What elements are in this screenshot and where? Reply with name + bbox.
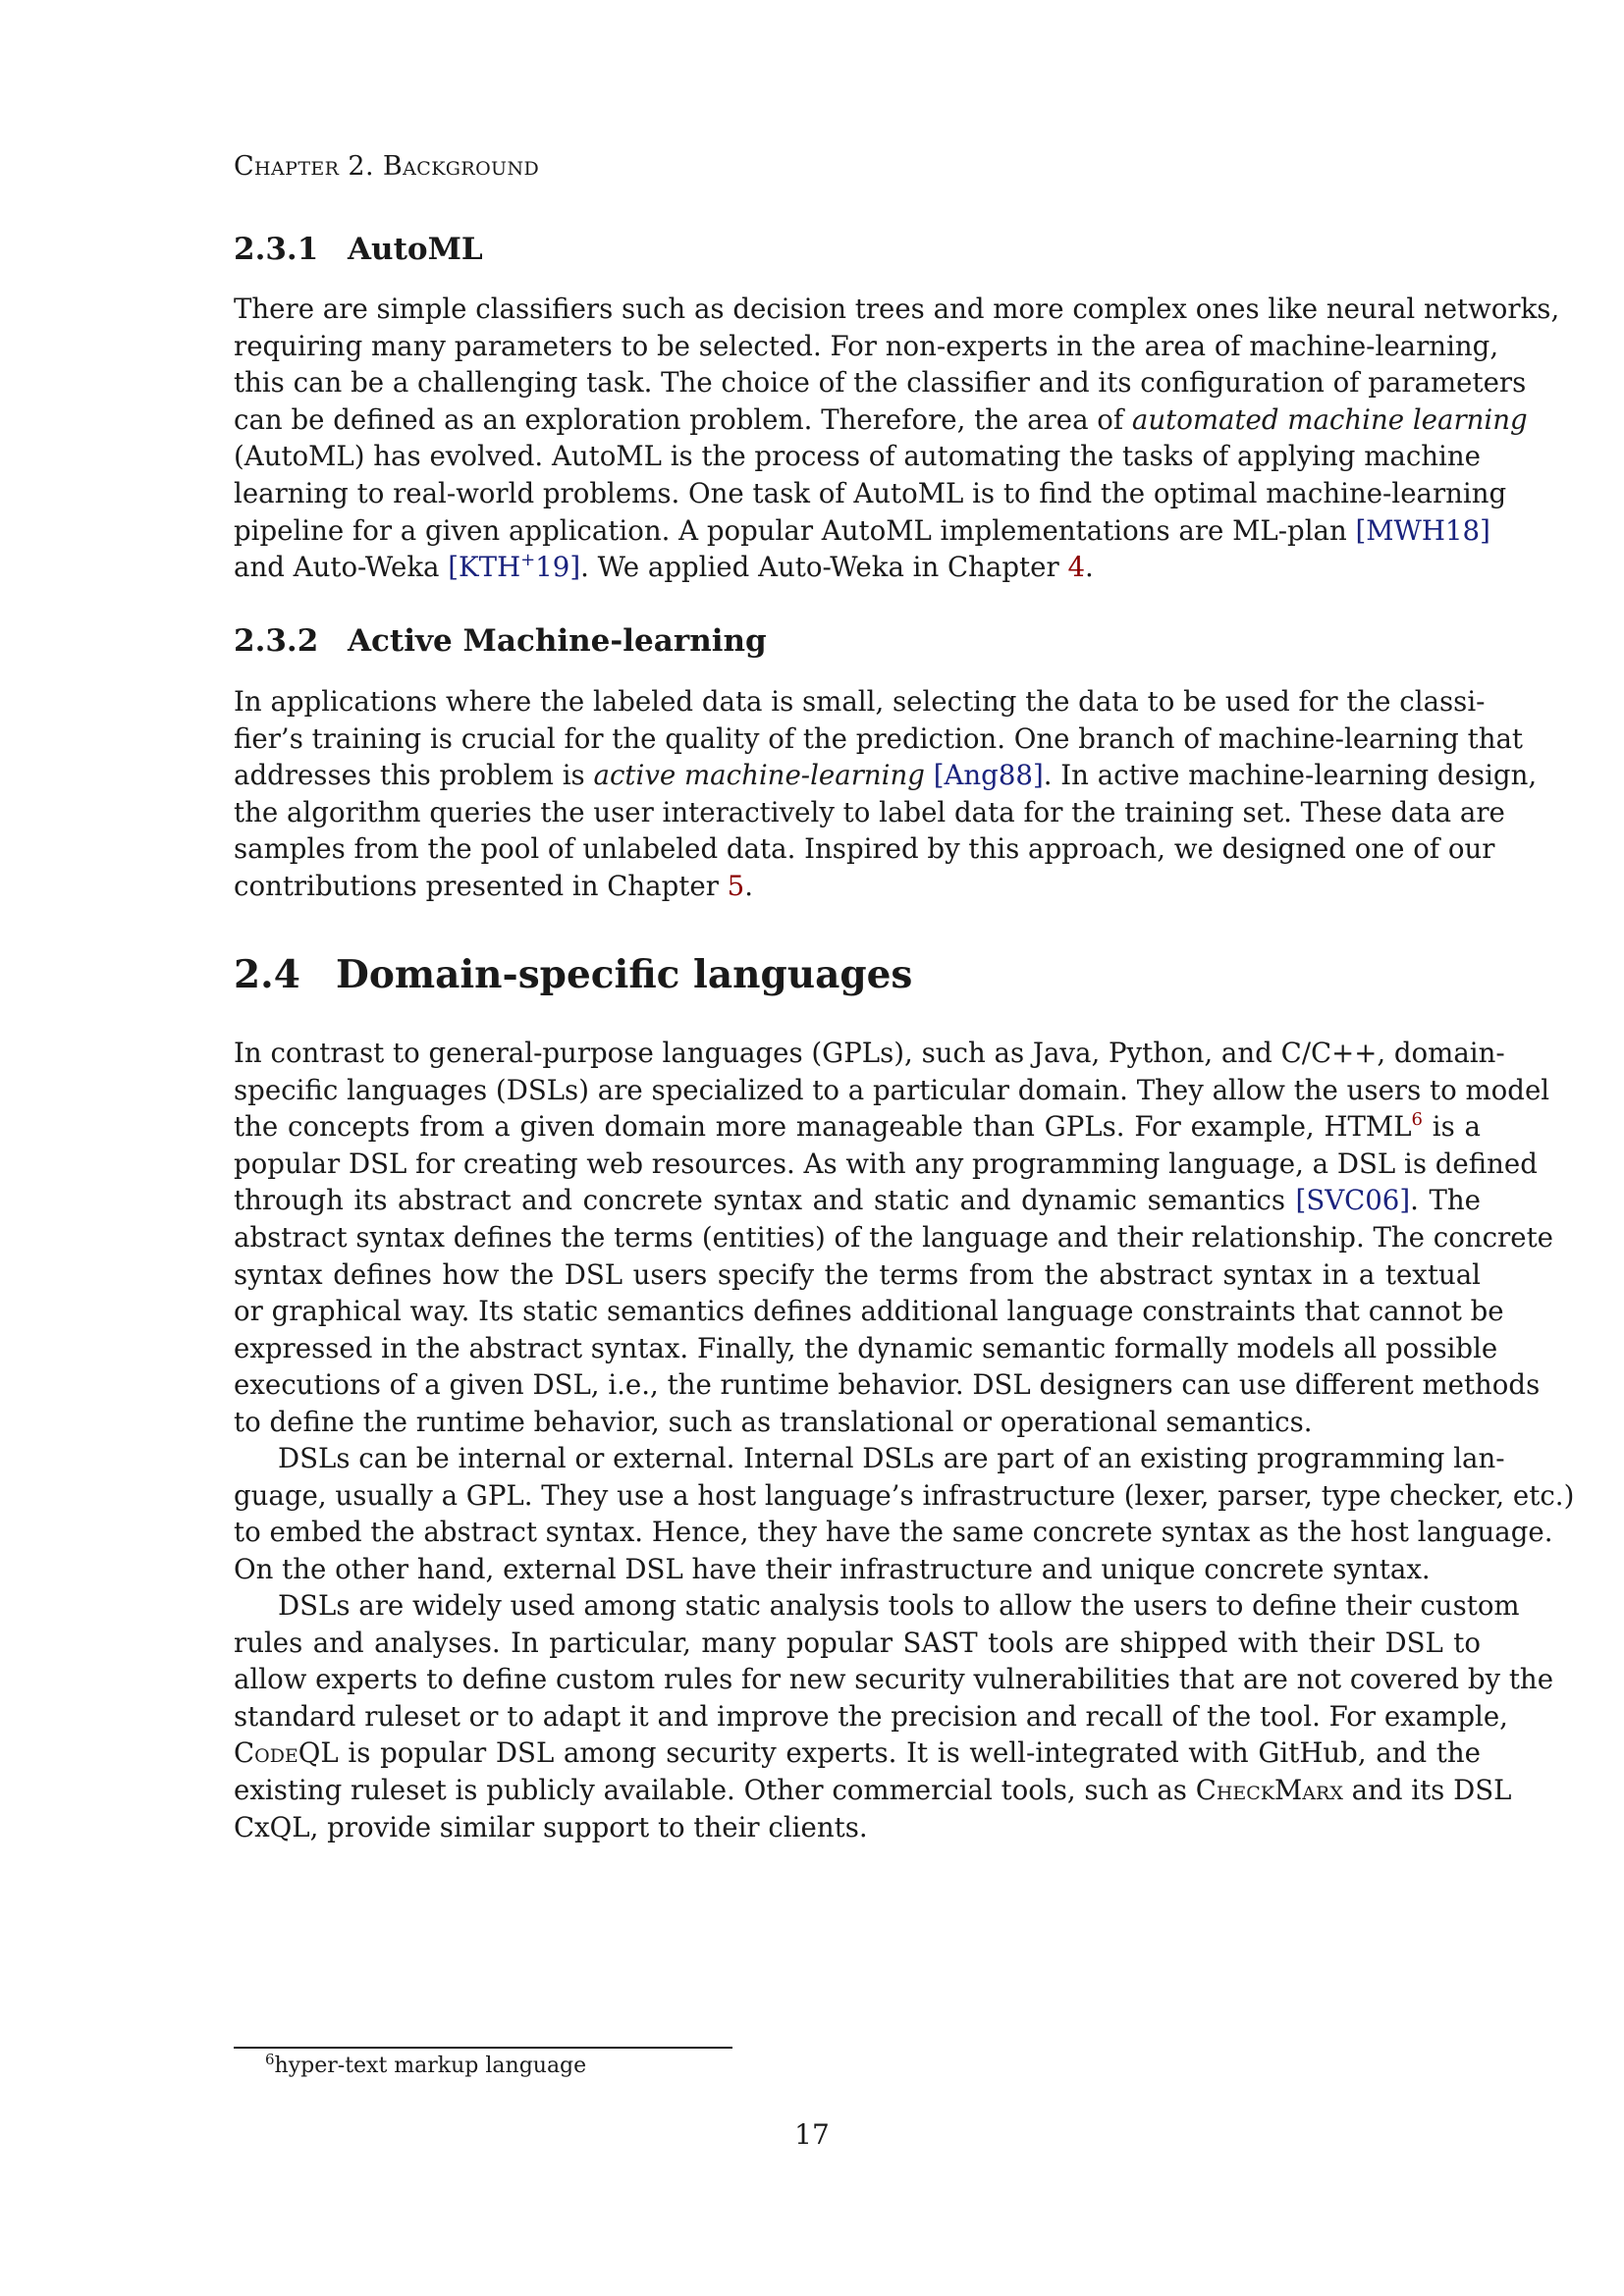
text-line: There are simple classifiers such as decision trees and more complex ones like neural networks,: [234, 293, 1560, 325]
text-line: contributions presented in Chapter 5.: [234, 869, 754, 902]
citation-link[interactable]: [MWH18]: [1355, 513, 1490, 547]
section-title: Domain-specific languages: [336, 952, 913, 997]
tool-name: CheckMarx: [1195, 1773, 1343, 1806]
citation-link[interactable]: [SVC06]: [1295, 1184, 1411, 1217]
subsection-number: 2.3.2: [234, 623, 319, 659]
text-line: syntax defines how the DSL users specify the terms from the abstract syntax in a textual: [234, 1257, 1481, 1291]
text-line: pipeline for a given application. A popular AutoML implementations are ML-plan [MWH18]: [234, 513, 1490, 547]
text-line: CxQL, provide similar support to their clients.: [234, 1810, 868, 1843]
subsection-number: 2.3.1: [234, 232, 319, 267]
footnote-number: 6: [265, 2051, 275, 2068]
text-line: CodeQL is popular DSL among security experts. It is well-integrated with GitHub, and the: [234, 1736, 1481, 1770]
text-line: or graphical way. Its static semantics defines additional language constraints that cannot be: [234, 1295, 1504, 1328]
paragraph-dsl-1: [234, 1035, 1553, 1441]
page-number: 17: [794, 2118, 830, 2151]
text-line: expressed in the abstract syntax. Finally, the dynamic semantic formally models all possible: [234, 1331, 1498, 1364]
text-line: can be defined as an exploration problem. Therefore, the area of automated machine learning: [234, 402, 1528, 436]
paragraph-dsl-3: [234, 1587, 1554, 1845]
emphasis-term: active machine-learning: [593, 759, 925, 792]
subsection-heading-automl: [234, 232, 483, 267]
text-line: this can be a challenging task. The choice of the classifier and its configuration of parameters: [234, 366, 1527, 400]
text-line: existing ruleset is publicly available. Other commercial tools, such as CheckMarx and its DSL: [234, 1773, 1512, 1806]
text-line: DSLs can be internal or external. Internal DSLs are part of an existing programming lan-: [278, 1442, 1505, 1474]
text-line: to embed the abstract syntax. Hence, they have the same concrete syntax as the host language.: [234, 1516, 1553, 1549]
text-line: learning to real-world problems. One task of AutoML is to find the optimal machine-learning: [234, 476, 1507, 509]
text-line: and Auto-Weka [KTH+19]. We applied Auto-Weka in Chapter 4.: [234, 550, 1094, 584]
emphasis-term: automated machine learning: [1131, 402, 1528, 436]
subsection-title: AutoML: [348, 232, 483, 267]
chapter-reference-link[interactable]: 5: [727, 869, 745, 902]
paragraph-dsl-2: [234, 1440, 1575, 1587]
text-line: through its abstract and concrete syntax and static and dynamic semantics [SVC06]. The: [234, 1184, 1481, 1217]
text-line: samples from the pool of unlabeled data. Inspired by this approach, we designed one of our: [234, 832, 1495, 866]
running-head: Chapter 2. Background: [234, 151, 540, 182]
text-line: rules and analyses. In particular, many popular SAST tools are shipped with their DSL to: [234, 1626, 1481, 1659]
paragraph-active-ml: [234, 683, 1538, 905]
section-heading-dsl: [234, 952, 912, 997]
footnote: [265, 2052, 586, 2081]
text-line: abstract syntax defines the terms (entities) of the language and their relationship. The concrete: [234, 1220, 1553, 1254]
subsection-heading-active-ml: [234, 623, 767, 659]
tool-name: CodeQL: [234, 1736, 339, 1770]
subsection-title: Active Machine-learning: [348, 623, 767, 659]
text-line: guage, usually a GPL. They use a host language’s infrastructure (lexer, parser, type checker, etc.): [234, 1478, 1575, 1512]
text-line: In applications where the labeled data is small, selecting the data to be used for the classi-: [234, 685, 1486, 718]
chapter-reference-link[interactable]: 4: [1067, 551, 1085, 584]
footnote-marker[interactable]: 6: [1411, 1109, 1423, 1131]
text-line: standard ruleset or to adapt it and improve the precision and recall of the tool. For example,: [234, 1699, 1508, 1733]
citation-link[interactable]: [KTH+19]: [448, 550, 581, 584]
text-line: fier’s training is crucial for the quality of the prediction. One branch of machine-learning that: [234, 721, 1524, 755]
footnote-rule: [234, 2047, 732, 2049]
text-line: the algorithm queries the user interactively to label data for the training set. These data are: [234, 795, 1505, 828]
text-line: addresses this problem is active machine-learning [Ang88]. In active machine-learning design,: [234, 759, 1538, 792]
text-line: (AutoML) has evolved. AutoML is the process of automating the tasks of applying machine: [234, 440, 1481, 473]
text-line: In contrast to general-purpose languages (GPLs), such as Java, Python, and C/C++, domain-: [234, 1037, 1505, 1069]
text-line: requiring many parameters to be selected. For non-experts in the area of machine-learning,: [234, 329, 1499, 362]
text-line: allow experts to define custom rules for new security vulnerabilities that are not covered by the: [234, 1663, 1554, 1696]
text-line: popular DSL for creating web resources. As with any programming language, a DSL is defined: [234, 1147, 1538, 1180]
text-line: specific languages (DSLs) are specialized to a particular domain. They allow the users to model: [234, 1073, 1550, 1106]
section-number: 2.4: [234, 952, 300, 997]
citation-link[interactable]: [Ang88]: [933, 759, 1044, 792]
paragraph-automl: [234, 291, 1560, 586]
text-line: DSLs are widely used among static analysis tools to allow the users to define their custom: [278, 1589, 1520, 1622]
footnote-text: hyper-text markup language: [274, 2054, 587, 2078]
text-line: executions of a given DSL, i.e., the runtime behavior. DSL designers can use different methods: [234, 1368, 1541, 1402]
text-line: to define the runtime behavior, such as translational or operational semantics.: [234, 1405, 1313, 1438]
text-line: the concepts from a given domain more manageable than GPLs. For example, HTML$^6$ is a: [234, 1109, 1481, 1144]
text-line: On the other hand, external DSL have their infrastructure and unique concrete syntax.: [234, 1552, 1431, 1585]
